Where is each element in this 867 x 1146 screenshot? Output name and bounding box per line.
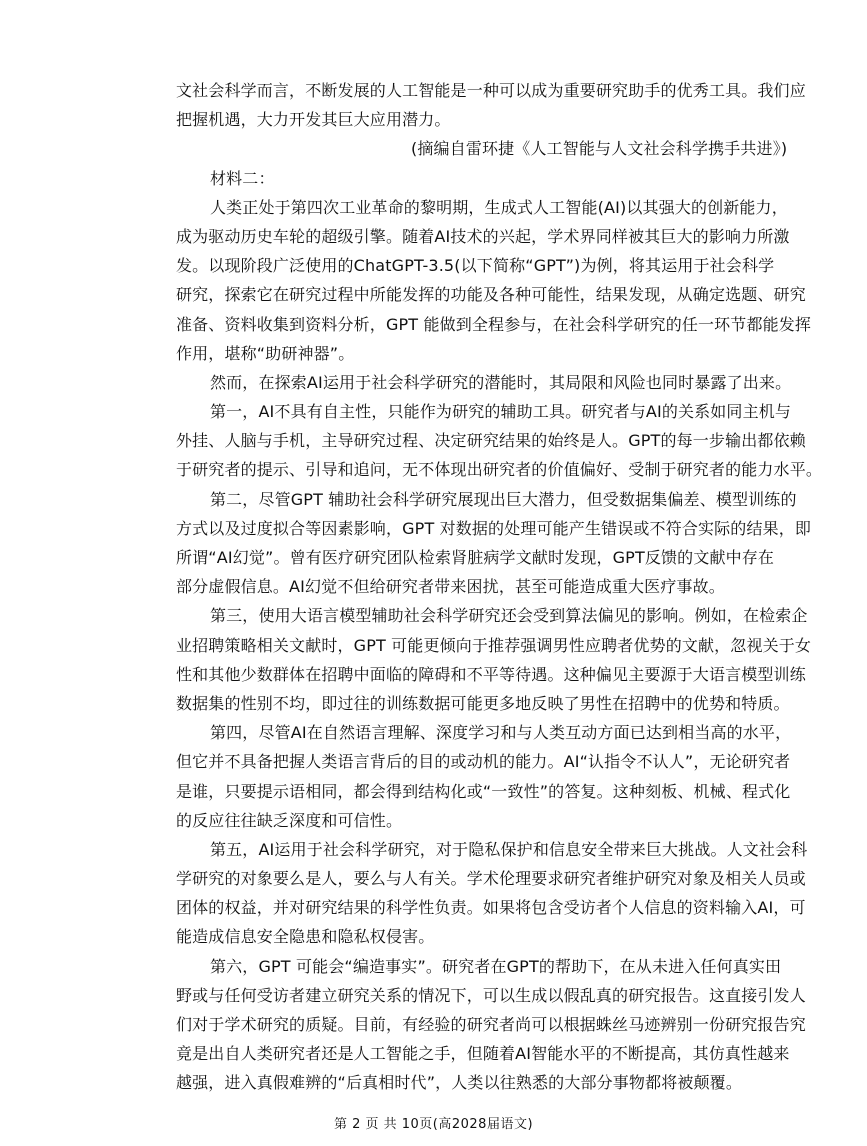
text-line: 第四，尽管AI在自然语言理解、深度学习和与人类互动方面已达到相当高的水平， xyxy=(210,723,792,743)
text-line: 性和其他少数群体在招聘中面临的障碍和不平等待遇。这种偏见主要源于大语言模型训练 xyxy=(176,664,806,684)
text-line: 第五，AI运用于社会科学研究，对于隐私保护和信息安全带来巨大挑战。人文社会科 xyxy=(210,839,808,859)
text-line: 研究，探索它在研究过程中所能发挥的功能及各种可能性，结果发现，从确定选题、研究 xyxy=(176,285,806,305)
text-line: 准备、资料收集到资料分析，GPT 能做到全程参与，在社会科学研究的任一环节都能发挥 xyxy=(176,314,812,334)
paragraph xyxy=(0,368,867,397)
text-line: 发。以现阶段广泛使用的ChatGPT-3.5(以下简称“GPT”)为例，将其运用于社会科学 xyxy=(176,256,775,276)
text-line: 材料二： xyxy=(210,168,275,188)
text-line: 人类正处于第四次工业革命的黎明期，生成式人工智能(AI)以其强大的创新能力， xyxy=(210,197,788,217)
text-line: 能造成信息安全隐患和隐私权侵害。 xyxy=(176,927,435,947)
text-line: 数据集的性别不均，即过往的训练数据可能更多地反映了男性在招聘中的优势和特质。 xyxy=(176,693,790,713)
paragraph xyxy=(0,485,867,602)
text-line: 作用，堪称“助研神器”。 xyxy=(176,343,355,363)
page-footer: 第 2 页 共 10页(高2028届语文) xyxy=(333,1117,534,1132)
paragraph xyxy=(0,601,867,718)
section-heading xyxy=(0,164,867,193)
text-line: 学研究的对象要么是人，要么与人有关。学术伦理要求研究者维护研究对象及相关人员或 xyxy=(176,869,806,889)
text-line: 但它并不具备把握人类语言背后的目的或动机的能力。AI“认指令不认人”，无论研究者 xyxy=(176,752,791,772)
source-citation xyxy=(0,134,867,163)
text-line: 业招聘策略相关文献时，GPT 可能更倾向于推荐强调男性应聘者优势的文献，忽视关于女 xyxy=(176,635,812,655)
paragraph xyxy=(0,397,867,485)
paragraph xyxy=(0,76,867,134)
text-line: (摘编自雷环捷《人工智能与人文社会科学携手共进》) xyxy=(411,139,788,159)
text-line: 方式以及过度拟合等因素影响，GPT 对数据的处理可能产生错误或不符合实际的结果，即 xyxy=(176,518,812,538)
text-line: 第六，GPT 可能会“编造事实”。研究者在GPT的帮助下，在从未进入任何真实田 xyxy=(210,956,782,976)
text-line: 所谓“AI幻觉”。曾有医疗研究团队检索肾脏病学文献时发现，GPT反馈的文献中存在 xyxy=(176,548,775,567)
text-line: 们对于学术研究的质疑。目前，有经验的研究者尚可以根据蛛丝马迹辨别一份研究报告究 xyxy=(176,1015,806,1034)
text-line: 把握机遇，大力开发其巨大应用潜力。 xyxy=(176,110,451,130)
text-line: 文社会科学而言，不断发展的人工智能是一种可以成为重要研究助手的优秀工具。我们应 xyxy=(176,81,806,100)
text-line: 团体的权益，并对研究结果的科学性负责。如果将包含受访者个人信息的资料输入AI，可 xyxy=(176,898,806,918)
text-line: 越强，进入真假难辨的“后真相时代”，人类以往熟悉的大部分事物都将被颠覆。 xyxy=(176,1073,742,1093)
text-line: 第三，使用大语言模型辅助社会科学研究还会受到算法偏见的影响。例如，在检索企 xyxy=(210,606,808,626)
text-line: 然而，在探索AI运用于社会科学研究的潜能时，其局限和风险也同时暴露了出来。 xyxy=(210,372,792,392)
text-line: 部分虚假信息。AI幻觉不但给研究者带来困扰，甚至可能造成重大医疗事故。 xyxy=(176,577,725,597)
text-line: 成为驱动历史车轮的超级引擎。随着AI技术的兴起，学术界同样被其巨大的影响力所激 xyxy=(176,226,790,246)
text-line: 是谁，只要提示语相同，都会得到结构化或“一致性”的答复。这种刻板、机械、程式化 xyxy=(176,781,791,801)
paragraph xyxy=(0,952,867,1098)
paragraph xyxy=(0,835,867,952)
text-line: 于研究者的提示、引导和追问，无不体现出研究者的价值偏好、受制于研究者的能力水平。 xyxy=(176,460,823,480)
paragraph xyxy=(0,193,867,368)
text-line: 第一，AI不具有自主性，只能作为研究的辅助工具。研究者与AI的关系如同主机与 xyxy=(210,402,792,422)
text-line: 第二，尽管GPT 辅助社会科学研究展现出巨大潜力，但受数据集偏差、模型训练的 xyxy=(210,489,797,509)
text-line: 的反应往往缺乏深度和可信性。 xyxy=(176,810,403,830)
paragraph xyxy=(0,718,867,835)
text-line: 外挂、人脑与手机，主导研究过程、决定研究结果的始终是人。GPT的每一步输出都依赖 xyxy=(176,431,806,451)
article-body xyxy=(0,76,867,1098)
text-line: 竟是出自人类研究者还是人工智能之手，但随着AI智能水平的不断提高，其仿真性越来 xyxy=(176,1044,790,1064)
text-line: 野或与任何受访者建立研究关系的情况下，可以生成以假乱真的研究报告。这直接引发人 xyxy=(176,985,806,1005)
